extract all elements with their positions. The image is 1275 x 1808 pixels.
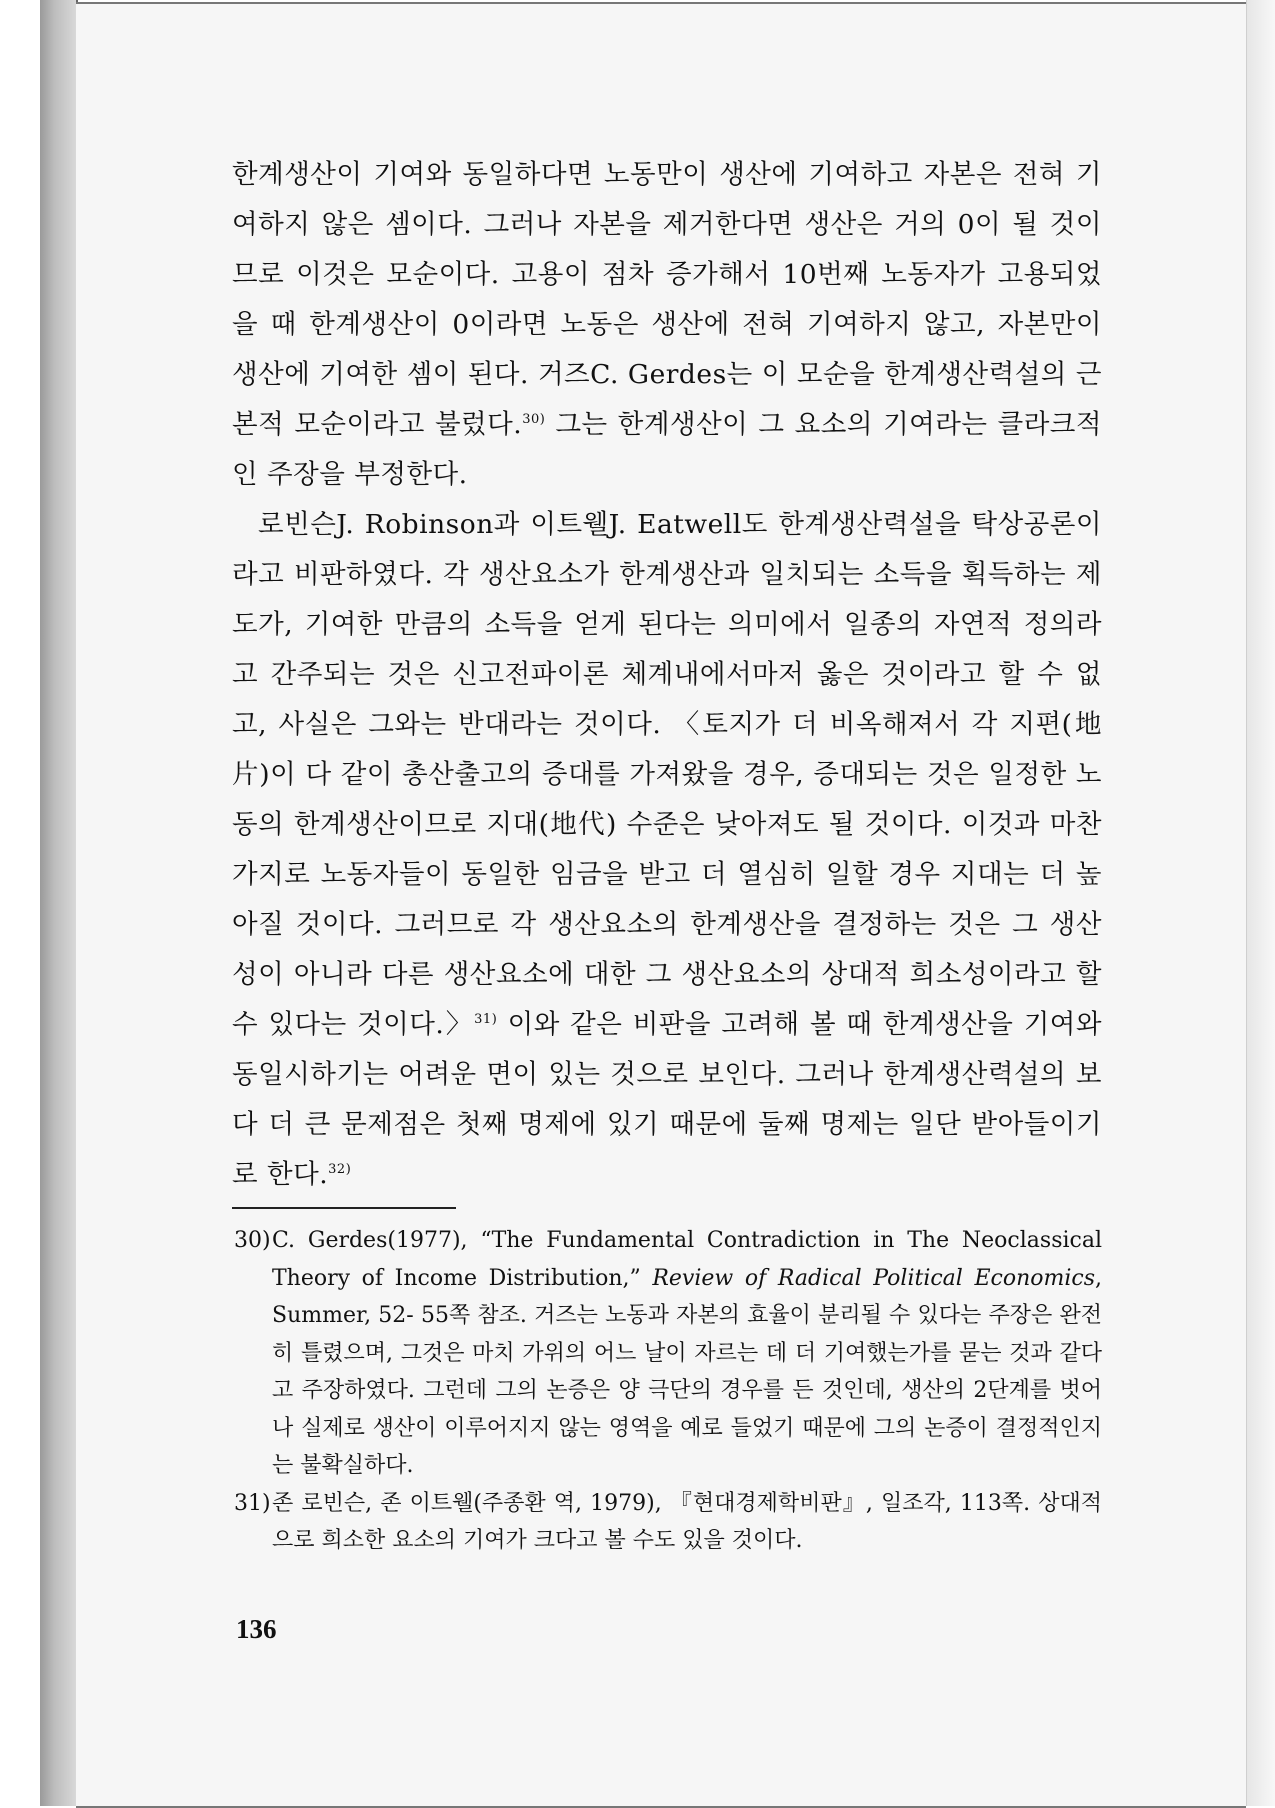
paragraph-1-end: 그는 한계생산이 그 요소의 기여라는 클라크적인 주장을 부정한다. bbox=[232, 409, 1102, 490]
book-spine-edge bbox=[40, 0, 78, 1806]
footnote-divider bbox=[232, 1207, 456, 1209]
footnote-ref-30: 30) bbox=[522, 412, 546, 428]
footnote-30-journal: Review of Radical Political Economics bbox=[652, 1265, 1095, 1291]
paragraph-2-text: 로빈슨J. Robinson과 이트웰J. Eatwell도 한계생산력설을 탁상공론이라고 비판하였다. 각 생산요소가 한계생산과 일치되는 소득을 획득하는 제도가, 기여한 만큼의 소득을 얻게 된다는 의미에서 일종의 자연적 정의라고 간주되는 것은 신고전파이론 체계내에서마저 옳은 것이라고 할 수 없고, 사실은 그와는 반대라는 것이다. 〈토지가 더 비옥해져서 각 지편(地片)이 다 같이 총산출고의 증대를 가져왔을 경우, 증대되는 것은 일정한 노동의 한계생산이므로 지대(地代) 수준은 낮아져도 될 것이다. 이것과 마찬가지로 노동자들이 동일한 임금을 받고 더 열심히 일할 경우 지대는 더 높아질 것이다. 그러므로 각 생산요소의 한계생산을 결정하는 것은 그 생산성이 아니라 다른 생산요소에 대한 그 생산요소의 상대적 희소성이라고 할 수 있다는 것이다.〉 bbox=[232, 509, 1102, 1040]
page-right-edge bbox=[1246, 0, 1275, 1806]
footnote-31-text: 존 로빈슨, 존 이트웰(주종환 역, 1979), 『현대경제학비판』, 일조각, 113쪽. 상대적으로 희소한 요소의 기여가 크다고 볼 수도 있을 것이다. bbox=[272, 1490, 1102, 1553]
footnote-31 bbox=[234, 1485, 1102, 1560]
footnote-30-text: , Summer, 52- 55쪽 참조. 거즈는 노동과 자본의 효율이 분리될 수 있다는 주장은 완전히 틀렸으며, 그것은 마치 가위의 어느 날이 자르는 데 더 기여했는가를 묻는 것과 같다고 주장하였다. 그런데 그의 논증은 양 극단의 경우를 든 것인데, 생산의 2단계를 벗어나 실제로 생산이 이루어지지 않는 영역을 예로 들었기 때문에 그의 논증이 결정적인지는 불확실하다. bbox=[272, 1265, 1102, 1478]
footnote-30 bbox=[234, 1222, 1102, 1485]
paragraph-2 bbox=[232, 500, 1102, 1200]
paragraph-1 bbox=[232, 150, 1102, 500]
footnote-number: 31) bbox=[234, 1490, 271, 1516]
footnote-ref-31: 31) bbox=[474, 1012, 498, 1028]
footnote-30-citation: C. Gerdes(1977), “The Fundamental Contradiction in The Neoclassical Theory of Income Distribution,” bbox=[272, 1228, 1102, 1291]
paragraph-2-end: 이와 같은 비판을 고려해 볼 때 한계생산을 기여와 동일시하기는 어려운 면이 있는 것으로 보인다. 그러나 한계생산력설의 보다 더 큰 문제점은 첫째 명제에 있기 때문에 둘째 명제는 일단 받아들이기로 한다. bbox=[232, 1009, 1103, 1190]
body-text bbox=[232, 150, 1102, 1200]
footnote-ref-32: 32) bbox=[328, 1162, 352, 1178]
paragraph-1-text: 한계생산이 기여와 동일하다면 노동만이 생산에 기여하고 자본은 전혀 기여하지 않은 셈이다. 그러나 자본을 제거한다면 생산은 거의 0이 될 것이므로 이것은 모순이다. 고용이 점차 증가해서 10번째 노동자가 고용되었을 때 한계생산이 0이라면 노동은 생산에 전혀 기여하지 않고, 자본만이 생산에 기여한 셈이 된다. 거즈C. Gerdes는 이 모순을 한계생산력설의 근본적 모순이라고 불렀다. bbox=[232, 159, 1102, 440]
page-number: 136 bbox=[236, 1614, 277, 1644]
footnotes bbox=[234, 1222, 1102, 1560]
footnote-number: 30) bbox=[234, 1228, 271, 1253]
